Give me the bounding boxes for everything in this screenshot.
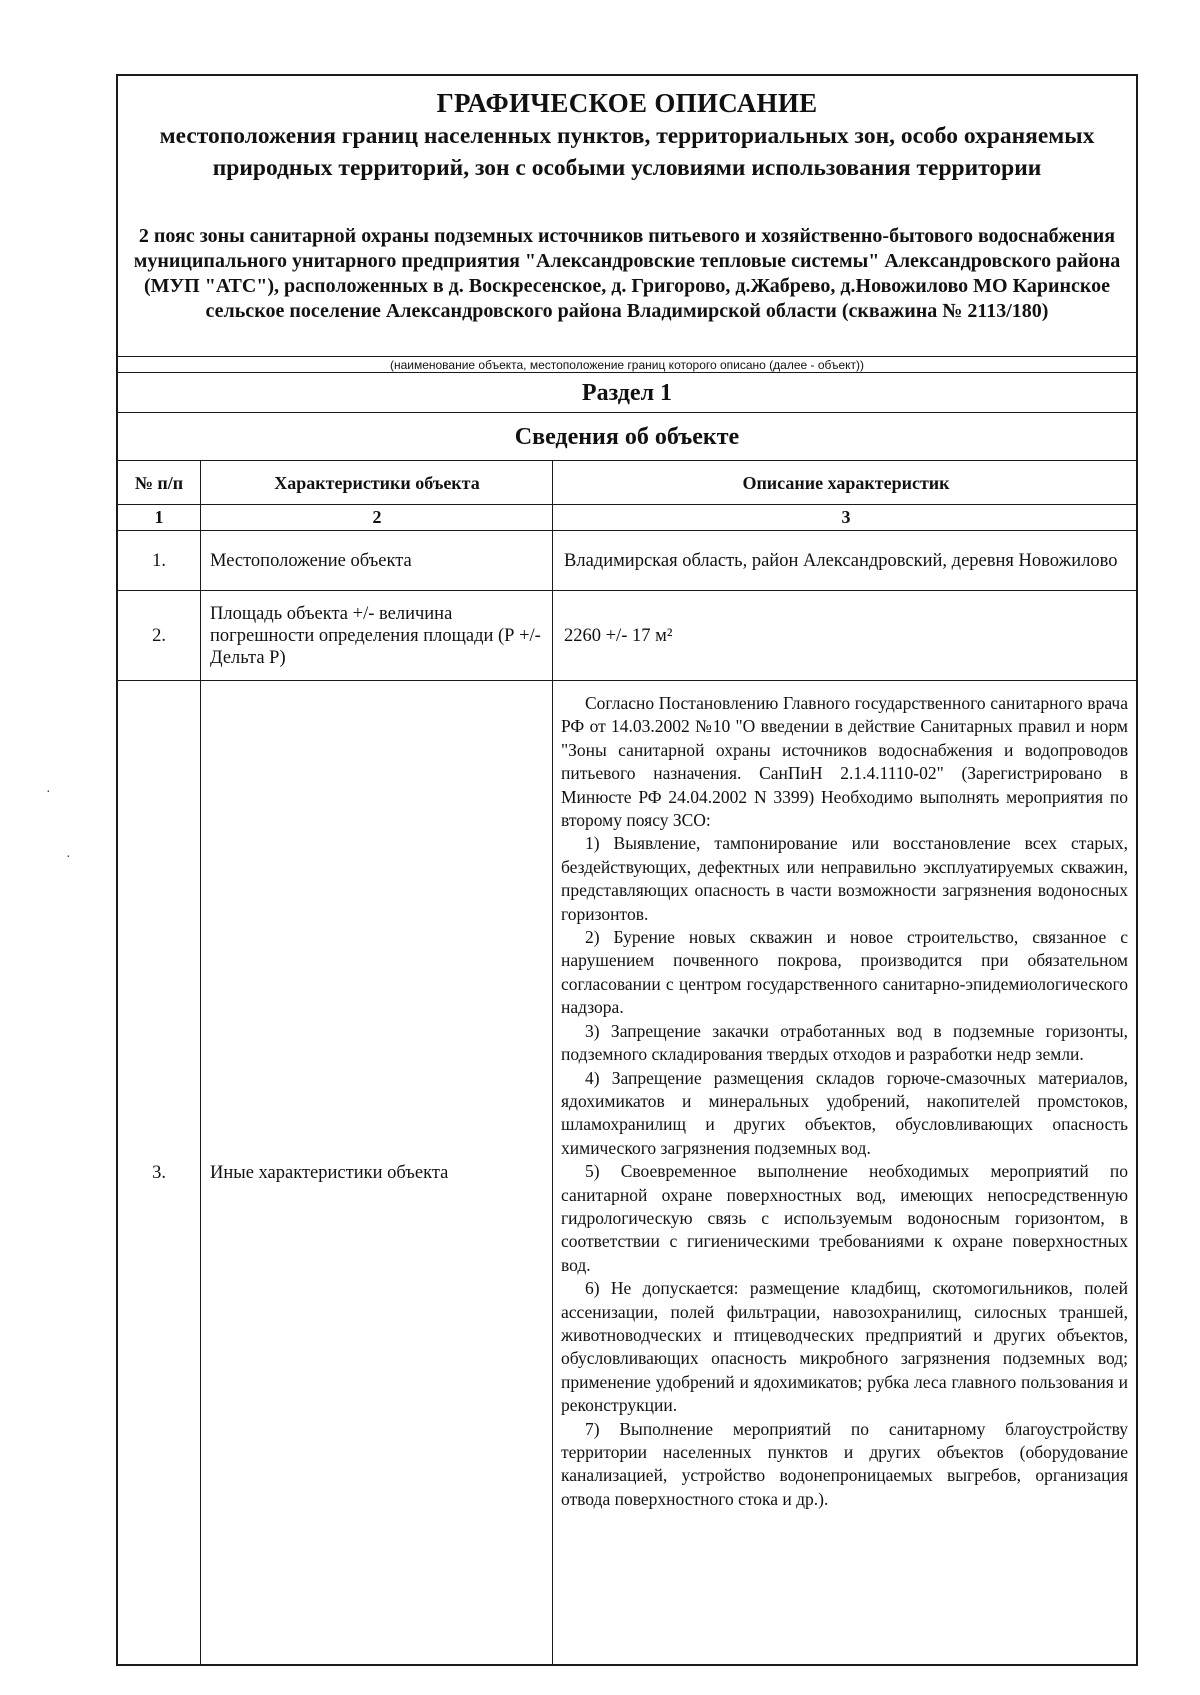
scan-speck: · bbox=[46, 785, 51, 800]
section-title: Раздел 1 bbox=[581, 380, 673, 406]
table-header-cell: Характеристики объекта bbox=[274, 472, 480, 493]
table-column-number: 2 bbox=[372, 507, 382, 527]
description-paragraph: 2) Бурение новых скважин и новое строительство, связанное с нарушением почвенного покрова, производится при обязательном согласовании с центром государственного санитарно-эпидемиологического надзора. bbox=[561, 927, 1128, 1018]
description-paragraph: 3) Запрещение закачки отработанных вод в подземные горизонты, подземного складирования твердых отходов и разработки недр земли. bbox=[561, 1020, 1128, 1065]
divider-line bbox=[118, 460, 1136, 461]
description-paragraph: 1) Выявление, тампонирование или восстановление всех старых, бездействующих, дефектных или неправильно эксплуатируемых скважин, представляющих опасность в части возможности загрязнения водоносных горизонтов. bbox=[561, 833, 1128, 924]
document-subtitle: местоположения границ населенных пунктов, территориальных зон, особо охраняемых природных территорий, зон с особыми условиями использования территории bbox=[159, 123, 1095, 181]
table-cell-characteristic: Иные характеристики объекта bbox=[210, 1163, 449, 1183]
description-paragraph: 6) Не допускается: размещение кладбищ, скотомогильников, полей ассенизации, полей фильтрации, навозохранилищ, силосных траншей, животноводческих и птицеводческих предприятий и других объектов, обусловливающих опасность микробного загрязнения подземных вод; применение удобрений и ядохимикатов; рубка леса главного пользования и реконструкции. bbox=[561, 1278, 1128, 1416]
description-paragraph: 5) Своевременное выполнение необходимых мероприятий по санитарной охране поверхностных вод, имеющих непосредственную гидрологическую связь с используемым водоносным горизонтом, в соответствии с гигиеническими требованиями к охране поверхностных вод. bbox=[561, 1161, 1128, 1275]
table-column-number: 1 bbox=[154, 507, 164, 527]
table-header-cell: № п/п bbox=[134, 472, 184, 493]
table-row-number: 1. bbox=[152, 550, 166, 571]
object-name: 2 пояс зоны санитарной охраны подземных источников питьевого и хозяйственно-бытового водоснабжения муниципального унитарного предприятия "Александровские тепловые системы" Александровского района (МУП "АТС"), расположенных в д. Воскресенское, д. Григорово, д.Жабрево, д.Новожилово МО Каринское сельское поселение Александровского района Владимирской области (скважина № 2113/180) bbox=[133, 225, 1121, 322]
object-name-caption: (наименование объекта, местоположение границ которого описано (далее - объект)) bbox=[389, 358, 865, 372]
table-cell-description-long bbox=[561, 692, 1128, 1511]
document-title: ГРАФИЧЕСКОЕ ОПИСАНИЕ bbox=[436, 88, 818, 118]
description-paragraph: 7) Выполнение мероприятий по санитарному благоустройству территории населенных пунктов и других объектов (оборудование канализацией, устройство водонепроницаемых выгребов, организация отвода поверхностного стока и др.). bbox=[561, 1418, 1128, 1509]
divider-line bbox=[118, 372, 1136, 373]
description-paragraph: 4) Запрещение размещения складов горюче-смазочных материалов, ядохимикатов и минеральных удобрений, накопителей промстоков, шламохранилищ и других объектов, обусловливающих опасность химического загрязнения подземных вод. bbox=[561, 1067, 1128, 1158]
table-row-number: 3. bbox=[152, 1163, 166, 1183]
table-cell-description: Владимирская область, район Александровский, деревня Новожилово bbox=[564, 550, 1118, 571]
description-paragraph: Согласно Постановлению Главного государственного санитарного врача РФ от 14.03.2002 №10 "О введении в действие Санитарных правил и норм "Зоны санитарной охраны источников водоснабжения и водопроводов питьевого назначения. СанПиН 2.1.4.1110-02" (Зарегистрировано в Минюсте РФ 24.04.2002 N 3399) Необходимо выполнять мероприятия по второму поясу ЗСО: bbox=[561, 693, 1128, 831]
table-header-cell: Описание характеристик bbox=[742, 472, 950, 493]
divider-line bbox=[118, 412, 1136, 413]
section-subtitle: Сведения об объекте bbox=[514, 424, 740, 450]
scan-speck: · bbox=[66, 850, 71, 865]
table-column-divider bbox=[200, 460, 201, 1666]
table-column-divider bbox=[552, 460, 553, 1666]
table-cell-description: 2260 +/- 17 м² bbox=[564, 625, 673, 646]
table-column-number: 3 bbox=[841, 507, 851, 527]
table-cell-characteristic: Местоположение объекта bbox=[210, 550, 412, 571]
document-frame bbox=[116, 74, 1138, 1666]
table-row-number: 2. bbox=[152, 625, 166, 646]
divider-line bbox=[118, 356, 1136, 357]
table-cell-characteristic: Площадь объекта +/- величина погрешности определения площади (Р +/- Дельта Р) bbox=[210, 603, 541, 668]
